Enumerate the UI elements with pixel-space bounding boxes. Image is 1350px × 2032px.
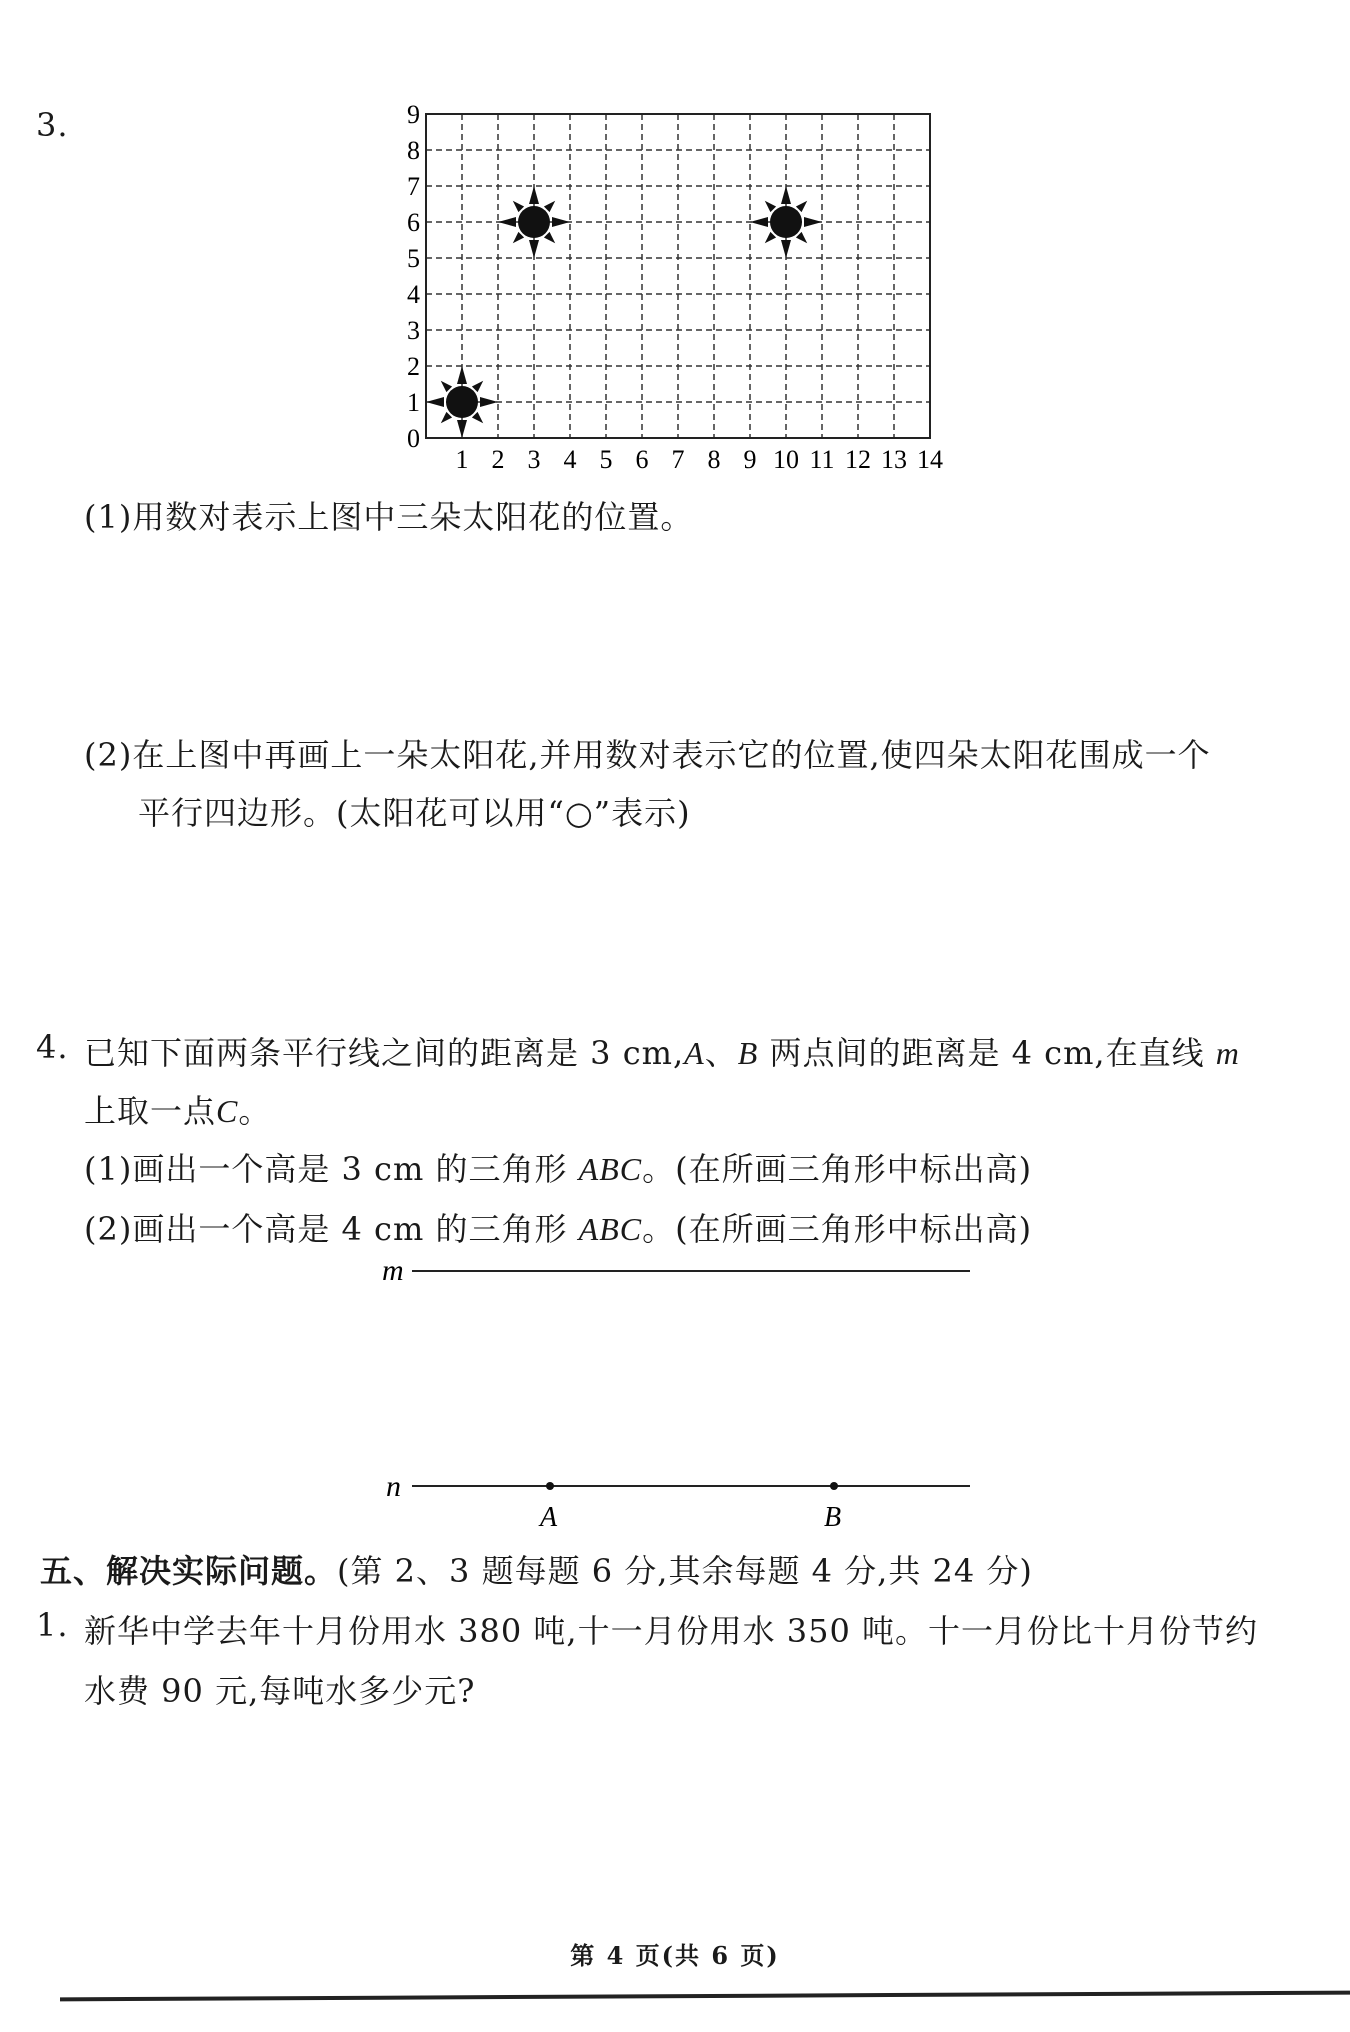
y-tick-label: 5 (407, 244, 420, 273)
q4-sub2-text: (2)画出一个高是 4 cm 的三角形 (84, 1210, 579, 1248)
y-tick-label: 9 (407, 100, 420, 129)
bottom-rule (60, 1991, 1350, 2002)
q4-line1 (84, 1028, 1240, 1074)
triangle-abc: ABC (578, 1151, 643, 1187)
question-number: 3. (36, 106, 69, 144)
q5-1-line1: 新华中学去年十月份用水 380 吨,十一月份用水 350 吨。十一月份比十月份节约 (84, 1612, 1259, 1650)
y-tick-label: 7 (407, 172, 420, 201)
separator: 、 (704, 1034, 738, 1072)
q4-sub2 (84, 1204, 1032, 1250)
point-a-text: A (684, 1035, 705, 1071)
x-tick-label: 6 (635, 445, 649, 474)
question-number: 4. (36, 1028, 69, 1066)
x-tick-label: 10 (773, 445, 799, 474)
x-tick-label: 9 (743, 445, 757, 474)
section-title: 五、解决实际问题。 (40, 1552, 338, 1590)
y-tick-label: 3 (407, 316, 420, 345)
x-tick-label: 5 (599, 445, 613, 474)
triangle-abc: ABC (578, 1211, 643, 1247)
x-tick-label: 2 (491, 445, 505, 474)
q3-sub2-line2: 平行四边形。(太阳花可以用“○”表示) (138, 794, 691, 832)
y-tick-label: 0 (407, 424, 420, 453)
q4-sub2-note: 。(在所画三角形中标出高) (642, 1210, 1033, 1248)
q4-line2-text: 上取一点 (84, 1092, 217, 1130)
x-tick-label: 7 (671, 445, 685, 474)
sunflower-icon (498, 186, 570, 258)
point-a (546, 1482, 554, 1490)
question-number: 1. (36, 1606, 69, 1644)
q5-1-line2: 水费 90 元,每吨水多少元? (84, 1672, 476, 1710)
q3-sub1: (1)用数对表示上图中三朵太阳花的位置。 (84, 498, 694, 536)
page-footer: 第 4 页(共 6 页) (570, 1941, 780, 1970)
sunflower-icon (426, 366, 498, 438)
x-tick-label: 8 (707, 445, 721, 474)
y-tick-label: 2 (407, 352, 420, 381)
y-tick-label: 1 (407, 388, 420, 417)
coordinate-grid (380, 100, 960, 480)
point-a-label: A (540, 1502, 558, 1533)
sunflower-icon (750, 186, 822, 258)
point-b-label: B (824, 1502, 842, 1533)
section-heading (40, 1546, 1033, 1592)
x-tick-label: 1 (455, 445, 469, 474)
q4-line2 (84, 1086, 271, 1132)
q4-sub1 (84, 1144, 1032, 1190)
section-note: (第 2、3 题每题 6 分,其余每题 4 分,共 24 分) (337, 1552, 1033, 1590)
x-tick-label: 14 (917, 445, 943, 474)
point-b-text: B (737, 1035, 759, 1071)
x-tick-label: 13 (881, 445, 907, 474)
parallel-lines-figure (370, 1250, 990, 1540)
line-m-label: m (382, 1254, 404, 1287)
q3-sub2-line1: (2)在上图中再画上一朵太阳花,并用数对表示它的位置,使四朵太阳花围成一个 (84, 736, 1211, 774)
point-c-text: C (216, 1093, 239, 1129)
y-tick-label: 6 (407, 208, 420, 237)
q4-line2-end: 。 (238, 1092, 272, 1130)
line-n-label: n (386, 1470, 401, 1503)
q4-sub1-text: (1)画出一个高是 3 cm 的三角形 (84, 1150, 579, 1188)
x-tick-label: 11 (809, 445, 835, 474)
x-tick-label: 12 (845, 445, 871, 474)
q4-line1-text: 已知下面两条平行线之间的距离是 3 cm, (84, 1034, 685, 1072)
q4-line1-mid: 两点间的距离是 4 cm,在直线 (758, 1034, 1216, 1072)
q4-sub1-note: 。(在所画三角形中标出高) (642, 1150, 1033, 1188)
x-tick-label: 4 (563, 445, 577, 474)
y-tick-label: 8 (407, 136, 420, 165)
x-tick-label: 3 (527, 445, 541, 474)
point-b (830, 1482, 838, 1490)
line-m-text: m (1215, 1035, 1240, 1071)
y-tick-label: 4 (407, 280, 420, 309)
